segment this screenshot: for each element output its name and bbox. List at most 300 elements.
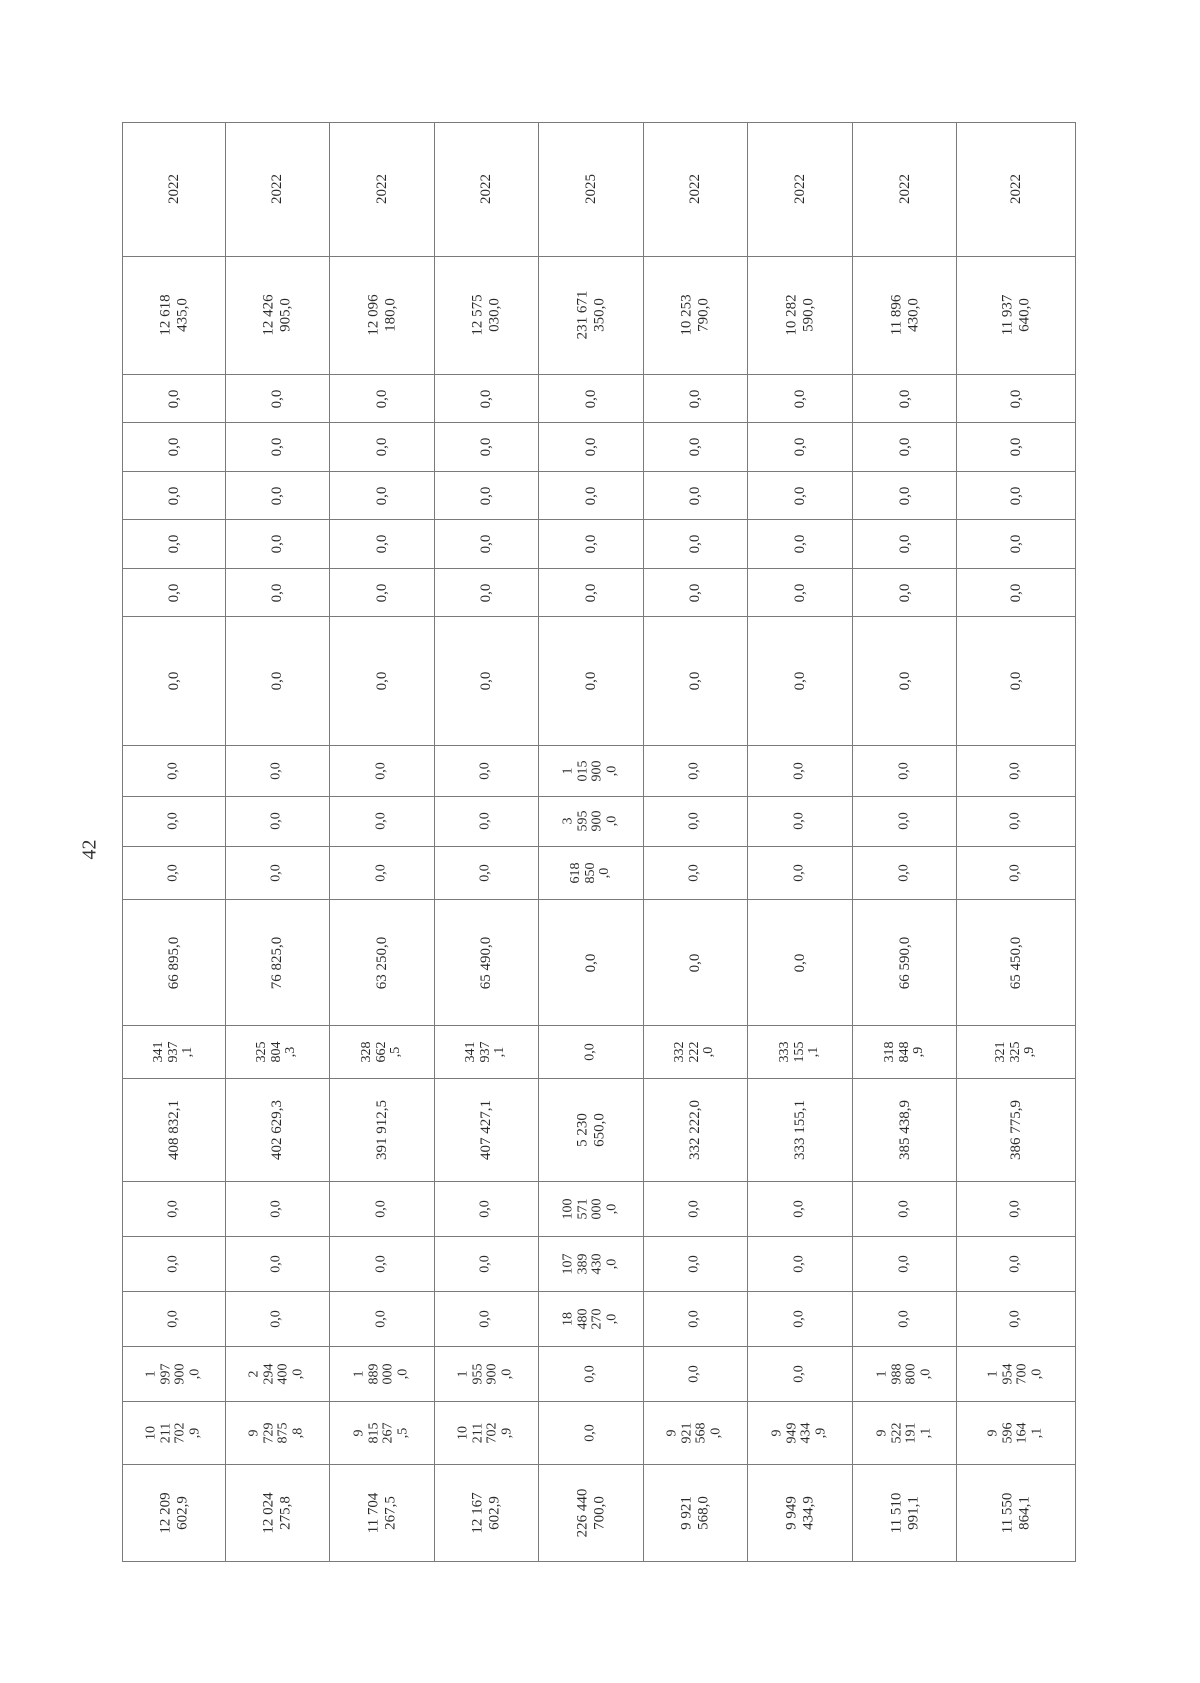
table-cell [225, 520, 330, 568]
table-cell [748, 374, 853, 422]
cell-value: 0,0 [373, 1255, 389, 1273]
cell-value: 0,0 [791, 389, 808, 409]
table-cell [330, 520, 435, 568]
cell-value: 107 389 430 ,0 [560, 1253, 620, 1275]
table-cell [643, 796, 748, 847]
cell-value: 9 522 191 ,1 [874, 1422, 934, 1444]
table-cell [852, 423, 957, 471]
table-cell [957, 1346, 1076, 1401]
table-cell [539, 617, 644, 746]
table-cell [643, 1401, 748, 1464]
cell-value: 0,0 [1007, 864, 1023, 882]
table-cell [123, 899, 226, 1026]
cell-value: 0,0 [791, 812, 807, 831]
table-cell [434, 471, 539, 519]
table-cell [748, 423, 853, 471]
cell-value: 0,0 [373, 437, 390, 457]
cell-value: 0,0 [896, 812, 912, 831]
table-cell [748, 123, 853, 257]
table-cell [225, 617, 330, 746]
cell-value: 0,0 [165, 534, 182, 554]
table-cell [123, 471, 226, 519]
table-cell [434, 423, 539, 471]
table-cell [330, 1237, 435, 1292]
cell-value: 63 250,0 [373, 936, 390, 989]
table-cell [852, 1401, 957, 1464]
table-cell [225, 1182, 330, 1237]
table-cell [123, 520, 226, 568]
table-cell [225, 123, 330, 257]
table-cell [434, 796, 539, 847]
field-row [123, 123, 1076, 257]
cell-value: 9 596 164 ,1 [985, 1422, 1045, 1444]
table-cell [123, 617, 226, 746]
table-cell [539, 374, 644, 422]
cell-value: 0,0 [268, 1255, 284, 1273]
table-cell [957, 256, 1076, 374]
cell-value: 10 253 790,0 [678, 294, 712, 337]
table-cell [643, 1237, 748, 1292]
table-cell [643, 847, 748, 900]
cell-value: 65 450,0 [1007, 936, 1024, 989]
table-cell [434, 520, 539, 568]
cell-value: 0,0 [687, 1364, 703, 1383]
table-cell [123, 1346, 226, 1401]
table-cell [957, 847, 1076, 900]
field-row [123, 1401, 1076, 1464]
cell-value: 0,0 [478, 389, 495, 409]
table-cell [643, 899, 748, 1026]
table-cell [225, 568, 330, 616]
table-cell [434, 617, 539, 746]
cell-value: 2022 [373, 174, 390, 205]
cell-value: 0,0 [687, 812, 703, 831]
table-cell [748, 1292, 853, 1347]
cell-value: 386 775,9 [1007, 1100, 1024, 1161]
cell-value: 0,0 [268, 762, 284, 780]
cell-value: 0,0 [165, 486, 182, 506]
cell-value: 12 024 275,8 [260, 1492, 294, 1534]
table-cell [957, 1026, 1076, 1079]
table-cell [330, 617, 435, 746]
table-cell [957, 423, 1076, 471]
cell-value: 0,0 [268, 812, 284, 831]
cell-value: 0,0 [373, 762, 389, 780]
cell-value: 12 096 180,0 [365, 294, 398, 337]
cell-value: 2022 [896, 174, 913, 205]
table-cell [330, 1346, 435, 1401]
field-row [123, 796, 1076, 847]
table-cell [852, 1292, 957, 1347]
field-row [123, 899, 1076, 1026]
cell-value: 12 209 602,9 [157, 1492, 190, 1534]
cell-value: 0,0 [582, 486, 599, 506]
table-cell [748, 1237, 853, 1292]
table-cell [957, 568, 1076, 616]
cell-value: 0,0 [478, 1200, 494, 1219]
table-cell [330, 256, 435, 374]
field-row [123, 1026, 1076, 1079]
table-cell [957, 1292, 1076, 1347]
cell-value: 11 896 430,0 [888, 295, 921, 336]
table-cell [225, 745, 330, 796]
cell-value: 0,0 [165, 1200, 181, 1219]
cell-value: 0,0 [582, 1424, 598, 1442]
cell-value: 0,0 [478, 583, 495, 602]
cell-value: 11 550 864,1 [999, 1492, 1033, 1534]
field-row [123, 471, 1076, 519]
cell-value: 0,0 [1007, 437, 1024, 457]
cell-value: 0,0 [373, 389, 390, 409]
cell-value: 0,0 [1007, 812, 1023, 831]
table-cell [434, 847, 539, 900]
table-cell [123, 745, 226, 796]
table-cell [539, 256, 644, 374]
cell-value: 0,0 [687, 437, 704, 457]
cell-value: 0,0 [373, 486, 390, 506]
cell-value: 391 912,5 [373, 1100, 390, 1161]
table-cell [852, 568, 957, 616]
cell-value: 0,0 [478, 671, 495, 691]
table-cell [123, 1026, 226, 1079]
cell-value: 408 832,1 [165, 1100, 182, 1161]
cell-value: 2022 [269, 174, 286, 205]
table-cell [330, 568, 435, 616]
table-cell [539, 745, 644, 796]
cell-value: 12 426 905,0 [260, 294, 294, 337]
field-row [123, 847, 1076, 900]
cell-value: 333 155,1 [791, 1100, 808, 1161]
cell-value: 0,0 [165, 1310, 181, 1328]
cell-value: 11 510 991,1 [888, 1492, 921, 1534]
cell-value: 0,0 [791, 1364, 807, 1383]
cell-value: 0,0 [373, 1310, 389, 1328]
cell-value: 0,0 [1007, 389, 1024, 409]
cell-value: 0,0 [582, 1043, 598, 1061]
field-row [123, 256, 1076, 374]
field-row [123, 374, 1076, 422]
cell-value: 2022 [791, 174, 808, 205]
cell-value: 0,0 [582, 953, 599, 972]
cell-value: 0,0 [582, 671, 599, 691]
field-row [123, 745, 1076, 796]
cell-value: 0,0 [791, 486, 808, 506]
table-cell [330, 1182, 435, 1237]
table-cell [123, 1401, 226, 1464]
table-cell [539, 899, 644, 1026]
table-cell [852, 1346, 957, 1401]
cell-value: 0,0 [269, 437, 286, 457]
table-cell [330, 471, 435, 519]
cell-value: 407 427,1 [478, 1100, 495, 1161]
cell-value: 0,0 [687, 671, 704, 691]
table-cell [225, 1346, 330, 1401]
table-cell [330, 1464, 435, 1561]
field-row [123, 1346, 1076, 1401]
table-cell [434, 1026, 539, 1079]
cell-value: 0,0 [373, 864, 389, 882]
cell-value: 0,0 [1007, 534, 1024, 554]
table-cell [225, 1292, 330, 1347]
cell-value: 9 921 568,0 [678, 1496, 712, 1530]
cell-value: 231 671 350,0 [574, 291, 607, 340]
table-cell [643, 617, 748, 746]
table-cell [330, 423, 435, 471]
cell-value: 0,0 [582, 389, 599, 409]
cell-value: 0,0 [1007, 1310, 1023, 1328]
table-cell [957, 1079, 1076, 1182]
field-row [123, 423, 1076, 471]
table-cell [643, 123, 748, 257]
cell-value: 0,0 [687, 534, 704, 554]
table-cell [330, 847, 435, 900]
table-cell [643, 1346, 748, 1401]
cell-value: 0,0 [582, 1364, 598, 1383]
table-cell [434, 568, 539, 616]
table-cell [539, 520, 644, 568]
table-cell [957, 1401, 1076, 1464]
table-cell [852, 1026, 957, 1079]
cell-value: 332 222 ,0 [672, 1041, 717, 1063]
cell-value: 0,0 [791, 1200, 807, 1219]
cell-value: 0,0 [896, 671, 913, 691]
cell-value: 0,0 [269, 671, 286, 691]
table-cell [225, 796, 330, 847]
cell-value: 0,0 [791, 1310, 807, 1328]
cell-value: 1 997 900 ,0 [143, 1363, 203, 1385]
table-cell [330, 1079, 435, 1182]
cell-value: 0,0 [582, 534, 599, 554]
cell-value: 0,0 [165, 583, 182, 602]
cell-value: 0,0 [268, 864, 284, 882]
table-cell [330, 899, 435, 1026]
cell-value: 0,0 [896, 762, 912, 780]
table-cell [539, 1026, 644, 1079]
cell-value: 2022 [478, 174, 495, 205]
table-cell [225, 1401, 330, 1464]
table-cell [434, 899, 539, 1026]
cell-value: 0,0 [269, 583, 286, 602]
cell-value: 0,0 [1007, 671, 1024, 691]
cell-value: 12 575 030,0 [469, 294, 503, 337]
cell-value: 328 662 ,5 [358, 1041, 404, 1063]
cell-value: 0,0 [165, 864, 181, 882]
cell-value: 0,0 [478, 1310, 494, 1328]
cell-value: 333 155 ,1 [777, 1041, 822, 1063]
cell-value: 0,0 [687, 583, 704, 602]
cell-value: 341 937 ,1 [463, 1041, 508, 1063]
table-cell [748, 1079, 853, 1182]
cell-value: 1 955 900 ,0 [456, 1363, 516, 1385]
table-cell [330, 1026, 435, 1079]
table-cell [643, 374, 748, 422]
table-cell [643, 423, 748, 471]
table-cell [123, 123, 226, 257]
table-cell [434, 745, 539, 796]
cell-value: 0,0 [687, 953, 704, 972]
table-cell [852, 123, 957, 257]
cell-value: 18 480 270 ,0 [560, 1308, 620, 1330]
table-cell [748, 471, 853, 519]
cell-value: 0,0 [1007, 762, 1023, 780]
cell-value: 0,0 [687, 389, 704, 409]
cell-value: 1 889 000 ,0 [351, 1363, 411, 1385]
table-cell [748, 256, 853, 374]
table-cell [225, 1079, 330, 1182]
table-cell [225, 374, 330, 422]
table-cell [643, 568, 748, 616]
cell-value: 0,0 [791, 864, 807, 882]
cell-value: 9 949 434,9 [783, 1496, 817, 1530]
table-cell [330, 1401, 435, 1464]
table-cell [643, 1292, 748, 1347]
table-cell [123, 1464, 226, 1561]
cell-value: 0,0 [269, 486, 286, 506]
table-cell [957, 617, 1076, 746]
table-cell [434, 1401, 539, 1464]
cell-value: 0,0 [373, 534, 390, 554]
table-cell [539, 1464, 644, 1561]
cell-value: 0,0 [478, 864, 494, 882]
table-cell [852, 899, 957, 1026]
page-number: 42 [78, 839, 101, 860]
cell-value: 0,0 [687, 864, 703, 882]
cell-value: 12 618 435,0 [157, 294, 190, 337]
table-cell [957, 899, 1076, 1026]
table-cell [957, 745, 1076, 796]
table-cell [852, 1182, 957, 1237]
field-row [123, 1464, 1076, 1561]
table-cell [539, 1182, 644, 1237]
table-cell [123, 423, 226, 471]
cell-value: 0,0 [478, 437, 495, 457]
cell-value: 0,0 [373, 812, 389, 831]
table-cell [852, 796, 957, 847]
cell-value: 0,0 [791, 437, 808, 457]
cell-value: 0,0 [896, 389, 913, 409]
field-row [123, 520, 1076, 568]
table-cell [643, 1079, 748, 1182]
cell-value: 0,0 [165, 389, 182, 409]
cell-value: 1 988 800 ,0 [874, 1363, 934, 1385]
table-cell [539, 123, 644, 257]
cell-value: 5 230 650,0 [574, 1113, 607, 1148]
cell-value: 2022 [165, 174, 182, 205]
cell-value: 0,0 [896, 486, 913, 506]
table-cell [748, 1346, 853, 1401]
cell-value: 2 294 400 ,0 [246, 1363, 306, 1385]
cell-value: 9 921 568 ,0 [665, 1422, 725, 1444]
cell-value: 0,0 [478, 486, 495, 506]
table-cell [748, 796, 853, 847]
table-cell [643, 256, 748, 374]
table-cell [123, 256, 226, 374]
table-cell [123, 568, 226, 616]
cell-value: 0,0 [896, 534, 913, 554]
cell-value: 0,0 [165, 762, 181, 780]
cell-value: 341 937 ,1 [150, 1041, 196, 1063]
field-row [123, 617, 1076, 746]
cell-value: 11 704 267,5 [365, 1492, 398, 1534]
table-cell [123, 1237, 226, 1292]
cell-value: 0,0 [268, 1200, 284, 1219]
table-cell [957, 1237, 1076, 1292]
cell-value: 321 325 ,9 [993, 1041, 1038, 1063]
cell-value: 0,0 [165, 1255, 181, 1273]
table-cell [957, 1464, 1076, 1561]
table-cell [643, 1464, 748, 1561]
cell-value: 0,0 [791, 762, 807, 780]
cell-value: 0,0 [896, 1310, 912, 1328]
table-cell [957, 123, 1076, 257]
cell-value: 1 954 700 ,0 [985, 1363, 1045, 1385]
table-cell [539, 1237, 644, 1292]
cell-value: 0,0 [1007, 1255, 1023, 1273]
table-cell [539, 1401, 644, 1464]
table-cell [225, 1026, 330, 1079]
table-cell [123, 1079, 226, 1182]
table-cell [434, 1464, 539, 1561]
table-cell [225, 847, 330, 900]
table-cell [434, 1182, 539, 1237]
cell-value: 9 949 434 ,9 [769, 1422, 829, 1444]
table-cell [123, 1292, 226, 1347]
field-row [123, 1182, 1076, 1237]
cell-value: 0,0 [373, 671, 390, 691]
table-cell [957, 374, 1076, 422]
table-cell [748, 568, 853, 616]
field-row [123, 568, 1076, 616]
table-cell [434, 1079, 539, 1182]
table-cell [852, 745, 957, 796]
table-cell [957, 796, 1076, 847]
table-cell [748, 1464, 853, 1561]
table-cell [225, 1464, 330, 1561]
cell-value: 385 438,9 [896, 1100, 913, 1161]
table-cell [123, 796, 226, 847]
cell-value: 0,0 [896, 583, 913, 602]
table-cell [852, 847, 957, 900]
table-cell [539, 796, 644, 847]
cell-value: 318 848 ,9 [881, 1041, 926, 1063]
cell-value: 76 825,0 [269, 936, 286, 989]
table-cell [539, 568, 644, 616]
cell-value: 0,0 [1007, 486, 1024, 506]
cell-value: 325 804 ,3 [254, 1041, 299, 1063]
cell-value: 0,0 [791, 1255, 807, 1273]
table-cell [643, 471, 748, 519]
cell-value: 0,0 [373, 1200, 389, 1219]
table-cell [748, 1026, 853, 1079]
field-row [123, 1237, 1076, 1292]
table-cell [852, 256, 957, 374]
table-cell [643, 745, 748, 796]
cell-value: 10 211 702 ,9 [456, 1422, 516, 1444]
cell-value: 402 629,3 [269, 1100, 286, 1161]
table-cell [852, 1079, 957, 1182]
cell-value: 0,0 [1007, 583, 1024, 602]
table-cell [123, 374, 226, 422]
cell-value: 65 490,0 [478, 936, 495, 989]
table-cell [957, 471, 1076, 519]
table-cell [330, 745, 435, 796]
cell-value: 0,0 [687, 486, 704, 506]
table-cell [225, 1237, 330, 1292]
cell-value: 618 850 ,0 [567, 862, 613, 884]
table-cell [434, 1237, 539, 1292]
cell-value: 10 282 590,0 [783, 294, 817, 337]
table-cell [434, 1292, 539, 1347]
